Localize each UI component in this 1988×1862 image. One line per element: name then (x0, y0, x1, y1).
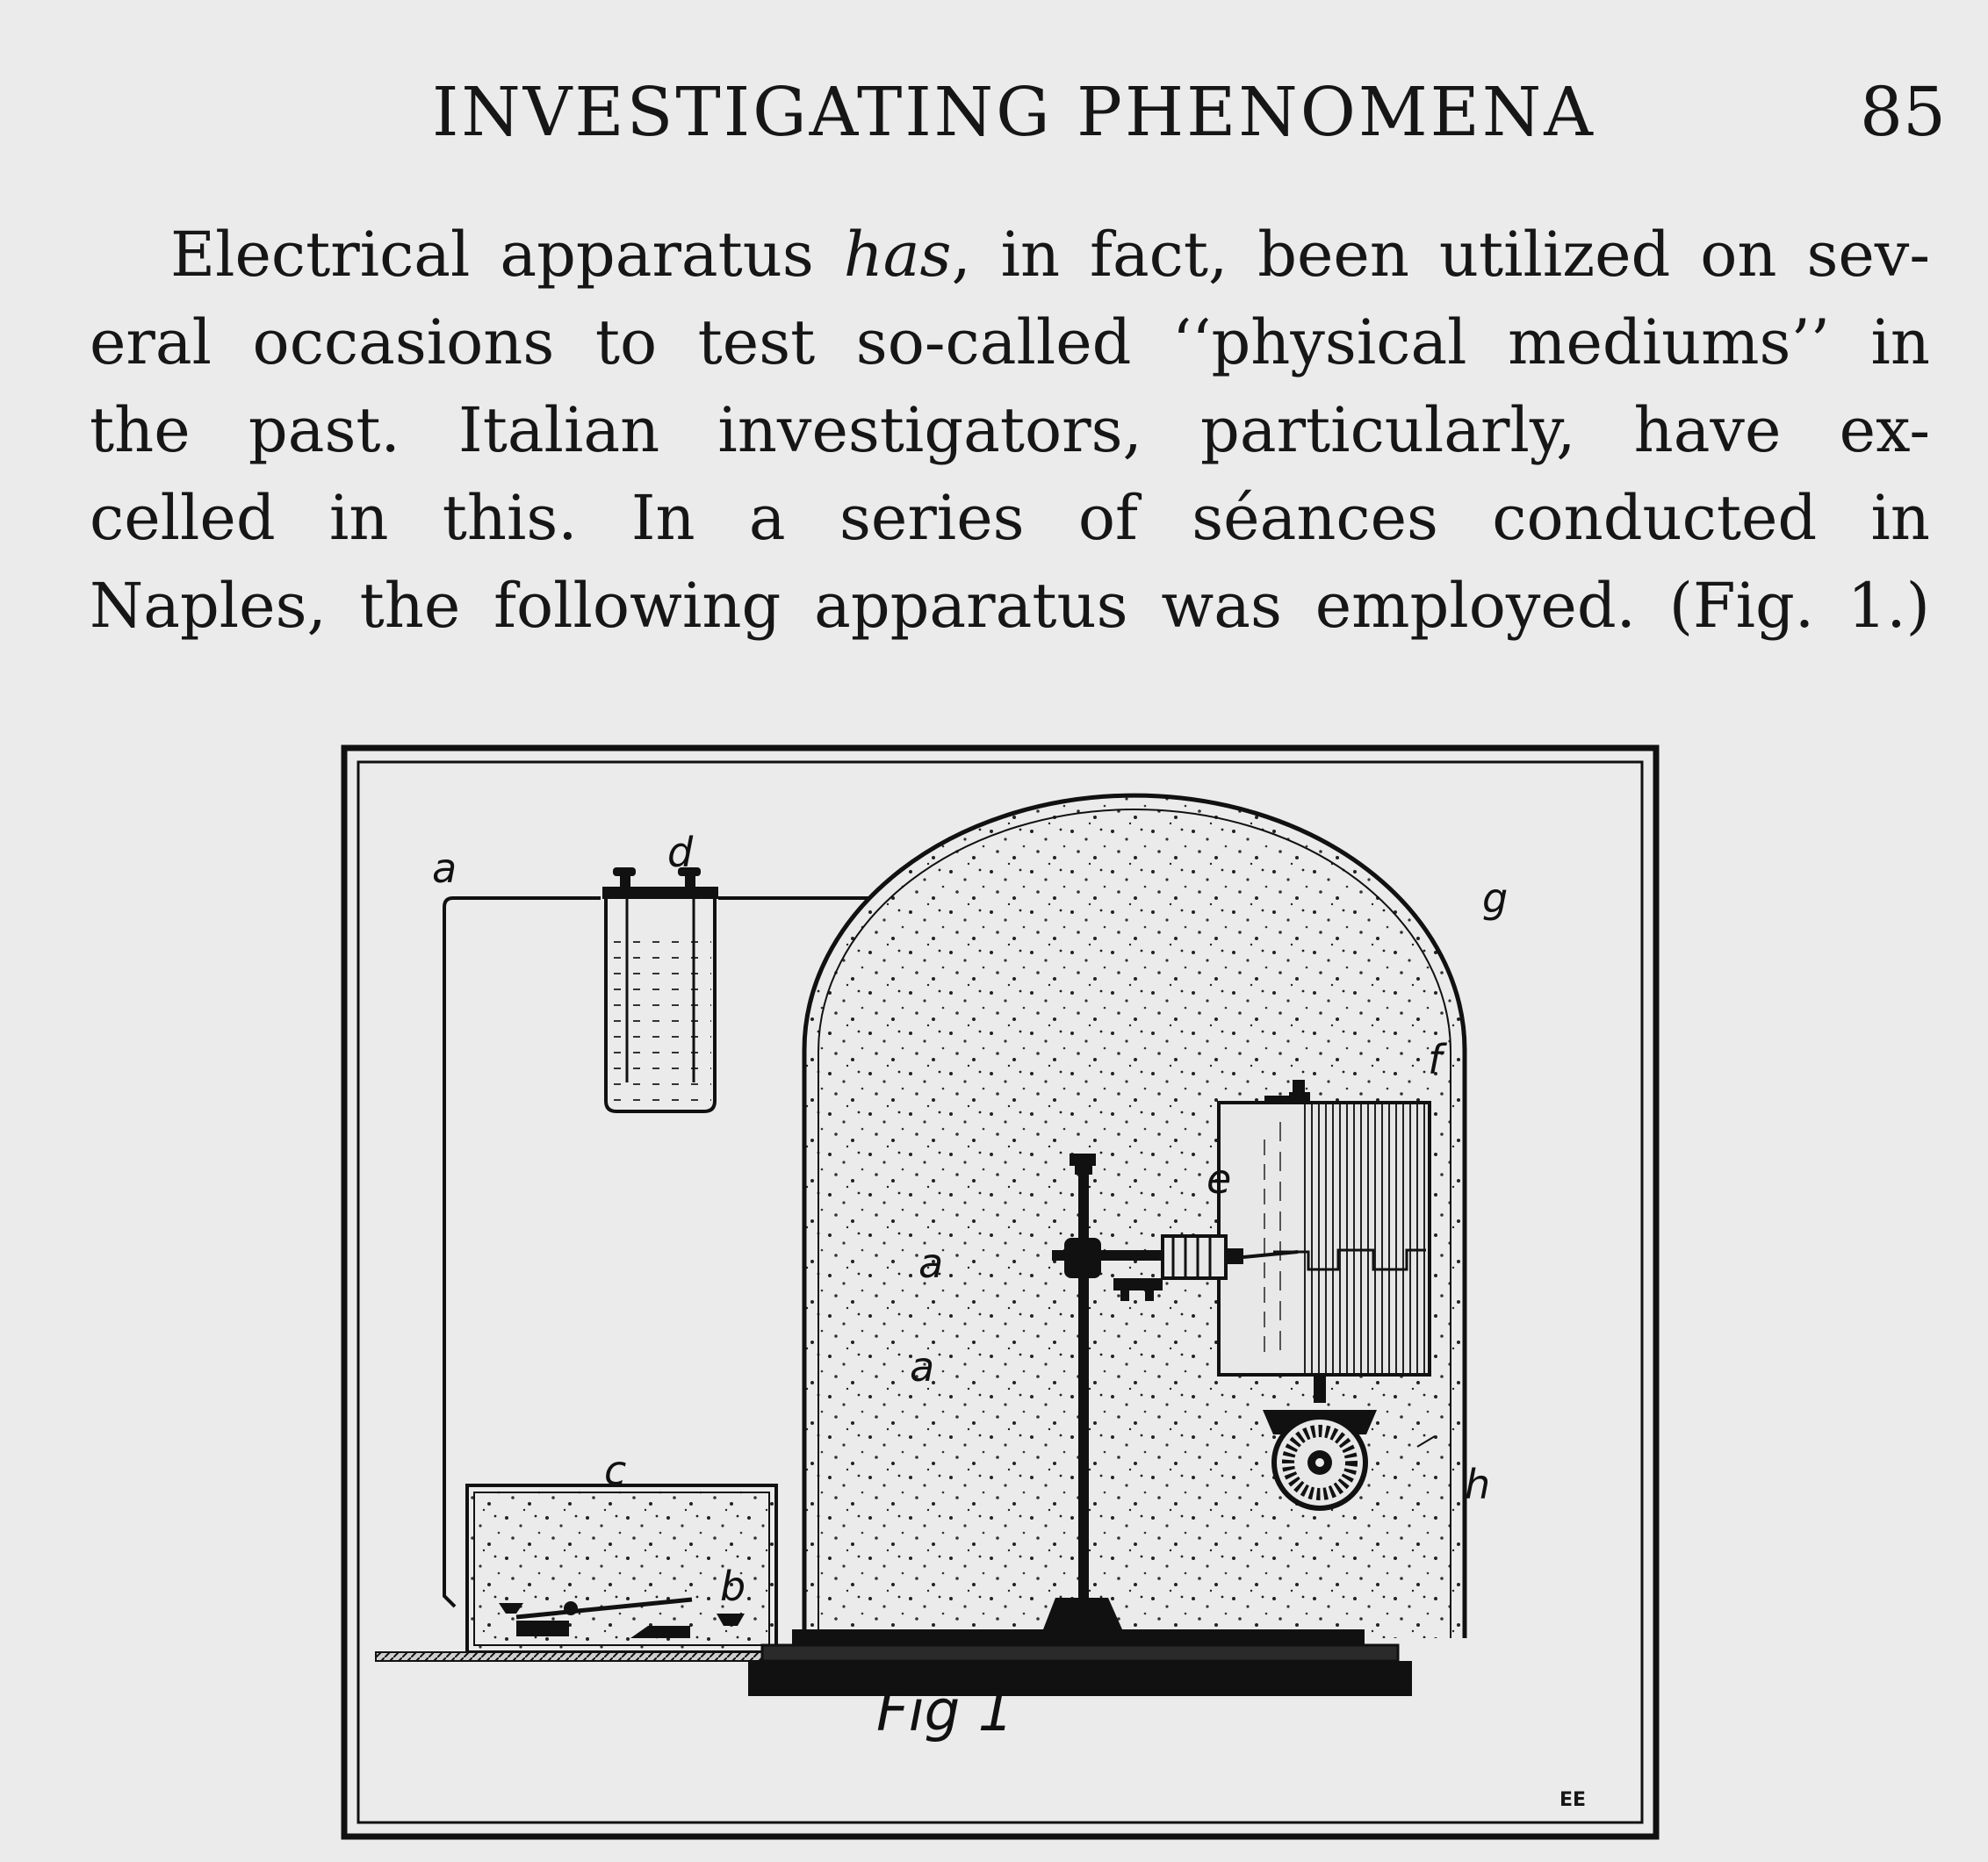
label-a-middle: a (918, 1240, 944, 1287)
label-e: e (1206, 1155, 1232, 1203)
figure-caption: Fig 1 (876, 1679, 1014, 1744)
wooden-base (748, 1629, 1412, 1696)
text-line-1: Electrical apparatus has, in fact, been utilized on sev- (170, 219, 1930, 291)
label-h: h (1465, 1461, 1491, 1508)
page-header (0, 74, 1988, 153)
italic-emphasis: has (843, 219, 952, 291)
running-title: INVESTIGATING PHENOMENA (432, 74, 1595, 152)
label-a-lower: a (910, 1343, 935, 1391)
label-f: f (1428, 1036, 1443, 1083)
label-a-top-left: a (432, 845, 457, 892)
battery-jar-d (602, 867, 718, 1111)
artist-monogram: EE (1559, 1789, 1587, 1811)
key-box-c (376, 1485, 776, 1661)
label-b: b (720, 1563, 746, 1610)
page-number: 85 (1860, 74, 1946, 152)
apparatus-illustration (341, 744, 1660, 1840)
label-d: d (667, 829, 694, 876)
text-line-3: the past. Italian investigators, particularly, have ex- (90, 394, 1930, 466)
drum-cylinder-f (1219, 1080, 1430, 1403)
label-c: c (604, 1447, 627, 1494)
figure-1 (341, 744, 1660, 1840)
text-line-5: Naples, the following apparatus was employed. (Fig. 1.) (90, 570, 1930, 642)
text-line-2: eral occasions to test so-called ‘‘physical mediums’’ in (90, 306, 1930, 378)
body-paragraph (90, 211, 1930, 650)
text-line-4: celled in this. In a series of séances conducted in (90, 482, 1930, 554)
label-g: g (1482, 874, 1509, 922)
